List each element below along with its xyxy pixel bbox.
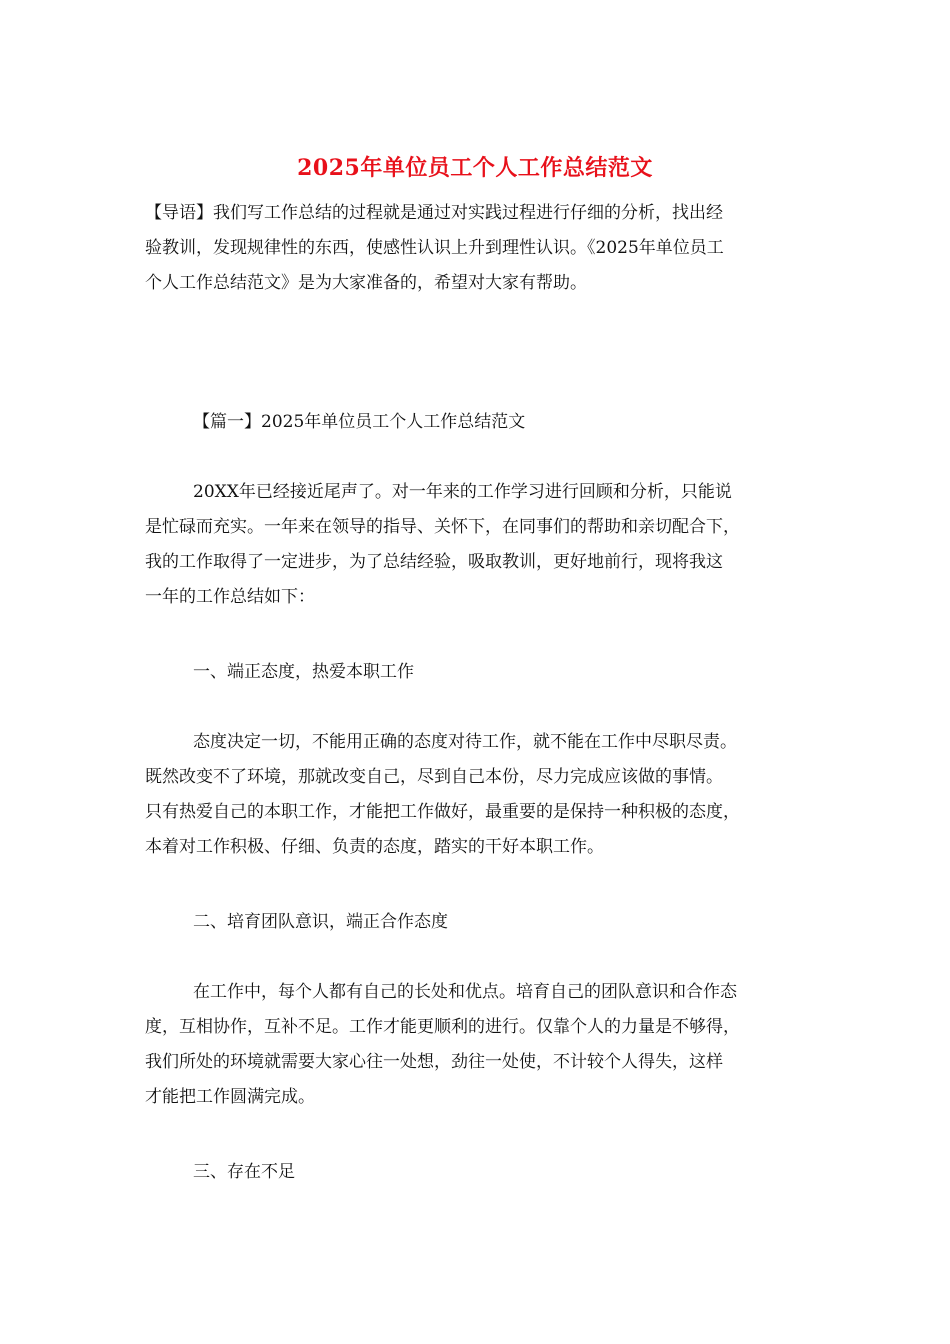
intro-paragraph [145, 196, 810, 301]
document-title: 2025年单位员工个人工作总结范文 [297, 155, 653, 181]
paragraph-line: 我的工作取得了一定进步，为了总结经验，吸取教训，更好地前行，现将我这 [145, 552, 723, 572]
paragraph-line: 是忙碌而充实。一年来在领导的指导、关怀下，在同事们的帮助和亲切配合下， [145, 517, 740, 537]
paragraph-line: 我们所处的环境就需要大家心往一处想，劲往一处使，不计较个人得失，这样 [145, 1052, 723, 1072]
paragraph-line: 才能把工作圆满完成。 [145, 1087, 315, 1107]
paragraph-line: 既然改变不了环境，那就改变自己，尽到自己本份，尽力完成应该做的事情。 [145, 767, 723, 787]
heading-1: 一、端正态度，热爱本职工作 [193, 662, 414, 682]
paragraph-line: 在工作中，每个人都有自己的长处和优点。培育自己的团队意识和合作态 [193, 982, 737, 1002]
paragraph-line: 一年的工作总结如下： [145, 587, 315, 607]
paragraph-line: 只有热爱自己的本职工作，才能把工作做好，最重要的是保持一种积极的态度， [145, 802, 740, 822]
heading-2: 二、培育团队意识，端正合作态度 [193, 912, 448, 932]
paragraph-1 [145, 475, 810, 615]
paragraph-line: 态度决定一切，不能用正确的态度对待工作，就不能在工作中尽职尽责。 [193, 732, 737, 752]
intro-line: 验教训，发现规律性的东西，使感性认识上升到理性认识。《2025年单位员工 [145, 238, 724, 258]
section-title: 【篇一】2025年单位员工个人工作总结范文 [193, 412, 526, 432]
paragraph-line: 本着对工作积极、仔细、负责的态度，踏实的干好本职工作。 [145, 837, 604, 857]
heading-3: 三、存在不足 [193, 1162, 295, 1182]
intro-line: 个人工作总结范文》是为大家准备的，希望对大家有帮助。 [145, 273, 587, 293]
intro-line: 【导语】我们写工作总结的过程就是通过对实践过程进行仔细的分析，找出经 [145, 203, 723, 223]
paragraph-line: 20XX年已经接近尾声了。对一年来的工作学习进行回顾和分析，只能说 [193, 482, 732, 502]
paragraph-2 [145, 725, 810, 865]
paragraph-3 [145, 975, 810, 1115]
paragraph-line: 度，互相协作，互补不足。工作才能更顺利的进行。仅靠个人的力量是不够得， [145, 1017, 740, 1037]
